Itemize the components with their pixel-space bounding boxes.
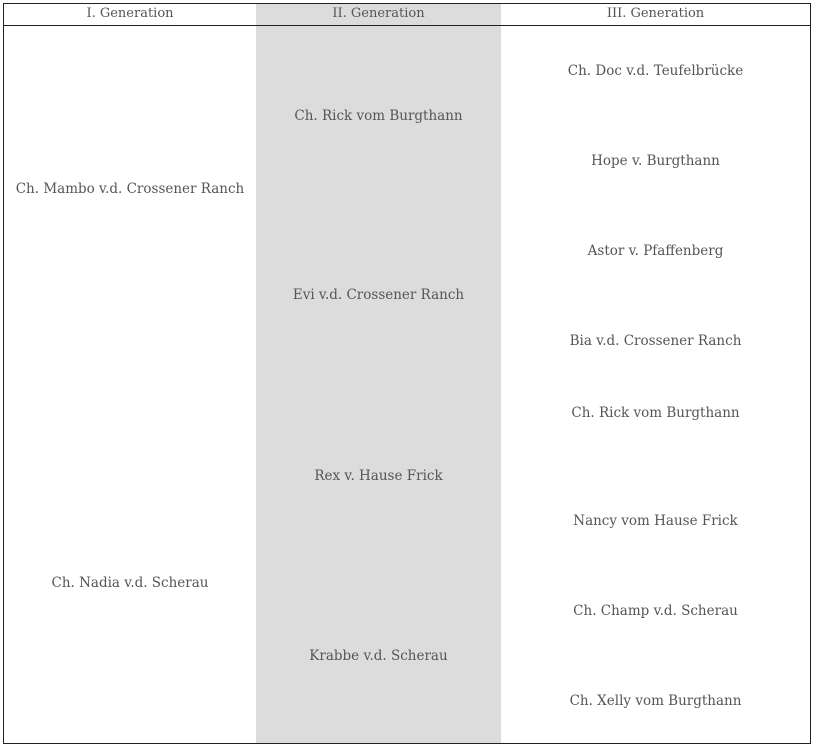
gen3-entry: Bia v.d. Crossener Ranch bbox=[569, 333, 742, 349]
generation-2-column bbox=[256, 4, 501, 743]
gen2-entry: Rex v. Hause Frick bbox=[314, 468, 443, 484]
gen3-entry: Astor v. Pfaffenberg bbox=[587, 243, 724, 259]
header-generation-3: III. Generation bbox=[606, 6, 705, 21]
gen1-entry: Ch. Mambo v.d. Crossener Ranch bbox=[15, 181, 245, 197]
gen3-entry: Ch. Rick vom Burgthann bbox=[571, 405, 740, 421]
generation-3-column bbox=[501, 4, 810, 743]
pedigree-table bbox=[3, 3, 811, 744]
generation-1-column bbox=[4, 4, 256, 743]
gen2-entry: Krabbe v.d. Scherau bbox=[309, 648, 448, 664]
table-header bbox=[4, 4, 810, 26]
header-generation-1: I. Generation bbox=[86, 6, 174, 21]
gen3-entry: Ch. Xelly vom Burgthann bbox=[569, 693, 742, 709]
gen2-entry: Evi v.d. Crossener Ranch bbox=[292, 287, 465, 303]
header-generation-2: II. Generation bbox=[256, 4, 501, 25]
gen1-entry: Ch. Nadia v.d. Scherau bbox=[51, 575, 209, 591]
gen3-entry: Hope v. Burgthann bbox=[591, 153, 720, 169]
gen3-entry: Ch. Champ v.d. Scherau bbox=[573, 603, 738, 619]
gen3-entry: Ch. Doc v.d. Teufelbrücke bbox=[567, 63, 744, 79]
gen2-entry: Ch. Rick vom Burgthann bbox=[294, 108, 463, 124]
gen3-entry: Nancy vom Hause Frick bbox=[573, 513, 738, 529]
